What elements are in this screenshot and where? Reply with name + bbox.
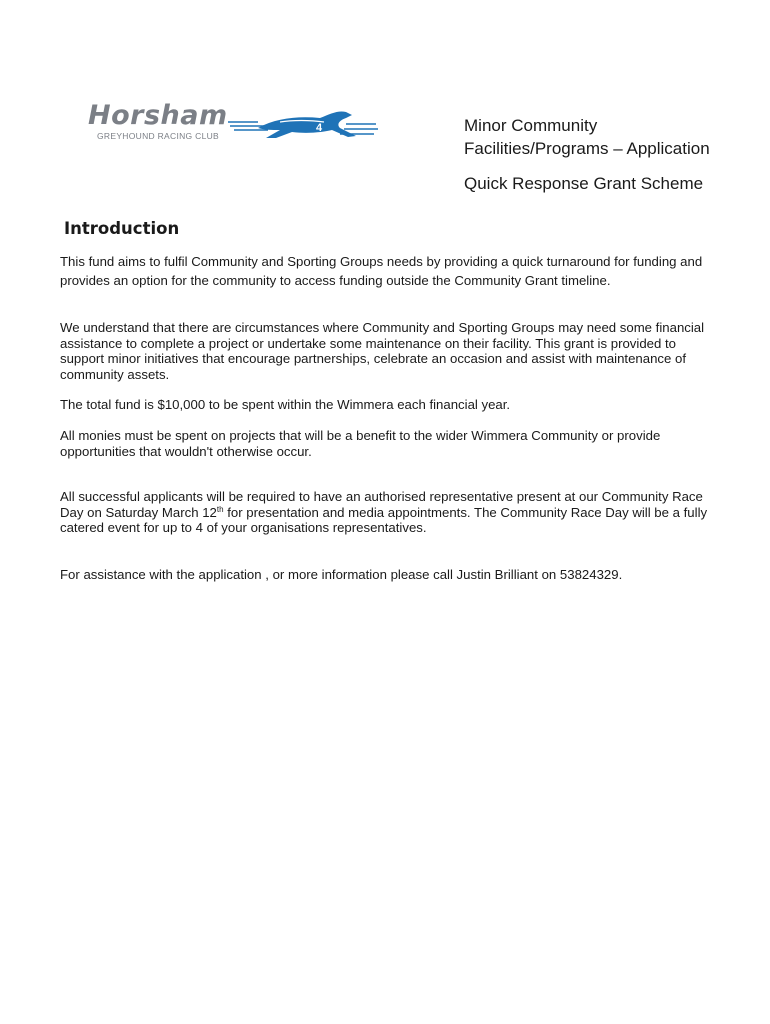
section-heading: Introduction bbox=[64, 219, 180, 238]
intro-paragraph-total-fund: The total fund is $10,000 to be spent within the Wimmera each financial year. bbox=[60, 397, 511, 412]
intro-paragraph-monies: All monies must be spent on projects that will be a benefit to the wider Wimmera Community or provide opportunities that wouldn't otherwise occur. bbox=[60, 428, 661, 459]
logo-wordmark: Horsham bbox=[88, 100, 228, 131]
date-ordinal-suffix: th bbox=[216, 504, 224, 514]
race-day-text-a: All successful applicants will be required to have an authorised representative present at our Community Race Day on Saturday March 12 bbox=[60, 489, 703, 520]
race-day-text-b: for presentation and media appointments. The Community Race Day will be a fully catered event for up to 4 of your organisations representatives. bbox=[60, 504, 708, 536]
contact-paragraph: For assistance with the application , or more information please call Justin Brilliant on 53824329. bbox=[60, 567, 623, 582]
title-line-2: Facilities/Programs – Application bbox=[464, 139, 710, 158]
form-title bbox=[464, 114, 764, 195]
club-logo bbox=[88, 100, 388, 148]
intro-paragraph-circumstances: We understand that there are circumstances where Community and Sporting Groups may need some financial assistance to complete a project or undertake some maintenance on their facility. This grant is provided to support minor initiatives that encourage partnerships, celebrate an occasion and assist with maintenance of community assets. bbox=[60, 320, 705, 382]
logo-tagline: GREYHOUND RACING CLUB bbox=[97, 131, 220, 141]
intro-paragraph-race-day bbox=[60, 489, 710, 536]
greyhound-icon bbox=[228, 108, 378, 144]
scheme-title: Quick Response Grant Scheme bbox=[464, 174, 704, 193]
title-line-1: Minor Community bbox=[464, 116, 598, 135]
svg-text:4: 4 bbox=[316, 122, 323, 134]
intro-paragraph-fund-aim: This fund aims to fulfil Community and Sporting Groups needs by providing a quick turnaround for funding and provides an option for the community to access funding outside the Community Grant timeline. bbox=[60, 254, 703, 288]
